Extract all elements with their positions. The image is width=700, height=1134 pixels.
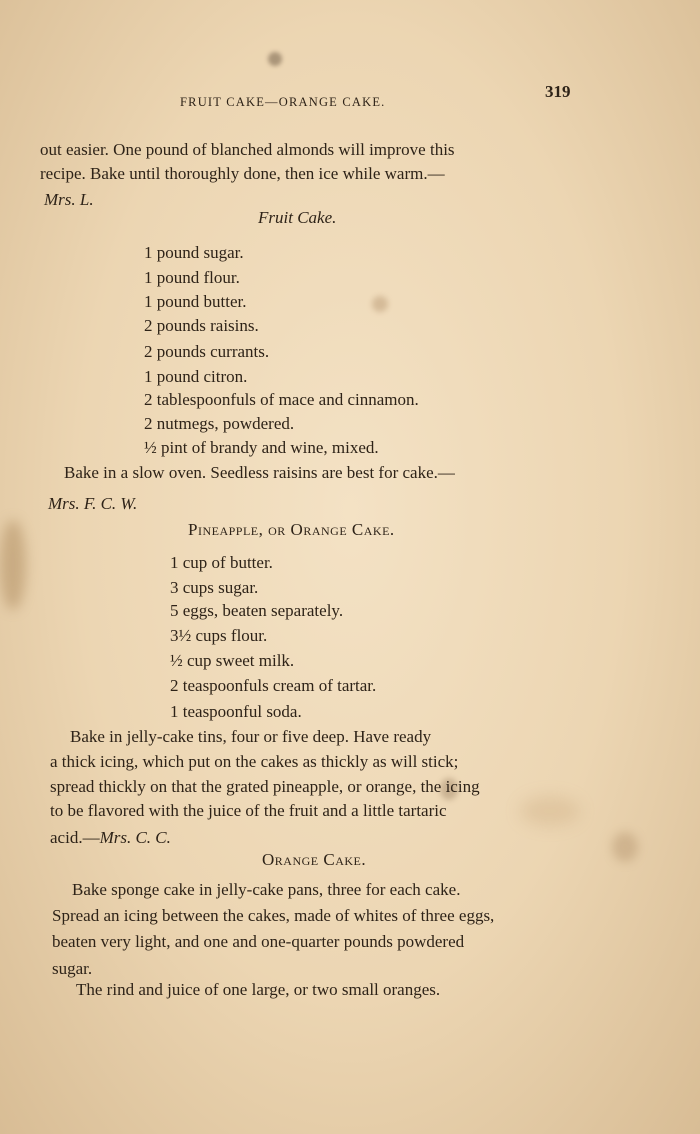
direction-line: Spread an icing between the cakes, made of whites of three eggs, [52, 906, 495, 925]
direction-line [50, 828, 171, 848]
recipe-note: Bake in a slow oven. Seedless raisins are best for cake.— [64, 463, 455, 482]
direction-line: Bake sponge cake in jelly-cake pans, three for each cake. [72, 880, 461, 899]
ingredient: 2 teaspoonfuls cream of tartar. [170, 676, 377, 695]
ingredient: 1 pound sugar. [144, 243, 244, 262]
ingredient: 1 cup of butter. [170, 553, 273, 572]
page-stain [372, 296, 388, 312]
ingredient: 3 cups sugar. [170, 578, 259, 597]
direction-line: sugar. [52, 959, 93, 978]
ingredient: 3½ cups flour. [170, 626, 268, 645]
intro-line: out easier. One pound of blanched almonds will improve this [40, 140, 455, 159]
attribution: Mrs. C. C. [99, 828, 171, 847]
recipe-title: Fruit Cake. [258, 208, 337, 227]
ingredient: 1 pound flour. [144, 268, 240, 287]
page-stain [268, 52, 282, 66]
ingredient: ½ cup sweet milk. [170, 651, 295, 670]
ingredient: 2 nutmegs, powdered. [144, 414, 295, 433]
direction-line: spread thickly on that the grated pineapple, or orange, the icing [50, 777, 480, 796]
recipe-title: Orange Cake. [262, 850, 367, 869]
ingredient: 2 pounds currants. [144, 342, 270, 361]
ingredient: 2 tablespoonfuls of mace and cinnamon. [144, 390, 419, 409]
direction-line: a thick icing, which put on the cakes as thickly as will stick; [50, 752, 459, 771]
page-stain [520, 796, 580, 826]
intro-line: recipe. Bake until thoroughly done, then ice while warm.— [40, 164, 445, 183]
ingredient: 1 teaspoonful soda. [170, 702, 302, 721]
page-stain [612, 832, 638, 862]
direction-line: beaten very light, and one and one-quarter pounds powdered [52, 932, 465, 951]
page-number: 319 [545, 82, 571, 101]
page-stain [0, 520, 26, 610]
running-title: FRUIT CAKE—ORANGE CAKE. [180, 95, 386, 109]
ingredient: ½ pint of brandy and wine, mixed. [144, 438, 379, 457]
ingredient: 5 eggs, beaten separately. [170, 601, 344, 620]
direction-line: to be flavored with the juice of the fruit and a little tartaric [50, 801, 447, 820]
attribution: Mrs. L. [44, 190, 94, 209]
recipe-title: Pineapple, or Orange Cake. [188, 520, 395, 539]
direction-line: Bake in jelly-cake tins, four or five deep. Have ready [70, 727, 432, 746]
attribution: Mrs. F. C. W. [48, 494, 138, 513]
direction-line: The rind and juice of one large, or two small oranges. [76, 980, 441, 999]
ingredient: 1 pound citron. [144, 367, 248, 386]
ingredient: 2 pounds raisins. [144, 316, 259, 335]
direction-text: acid.— [50, 828, 100, 847]
ingredient: 1 pound butter. [144, 292, 247, 311]
